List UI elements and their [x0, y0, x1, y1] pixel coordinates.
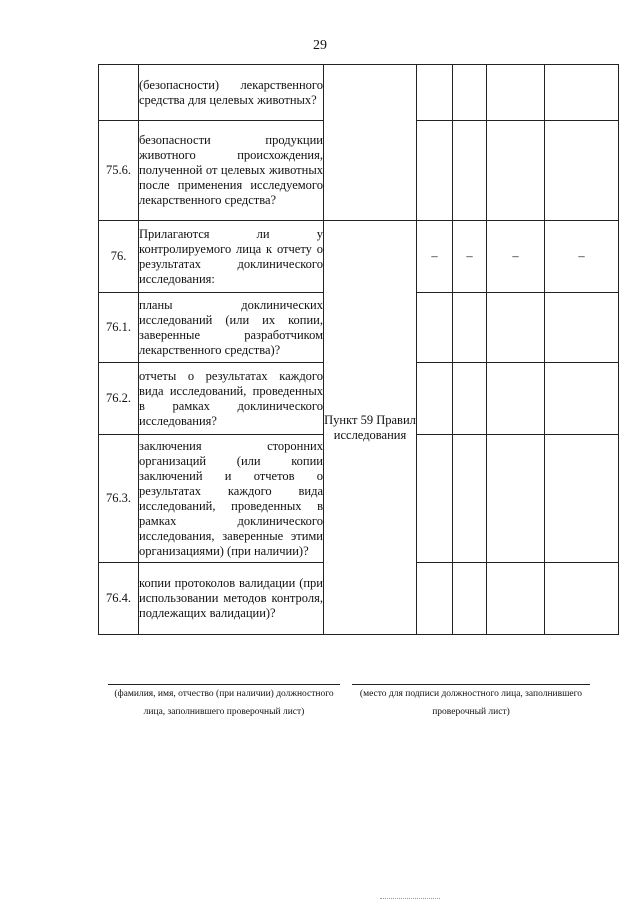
answer-dash: – [487, 221, 545, 293]
row-number: 76.2. [99, 363, 139, 435]
answer-cell [417, 293, 453, 363]
answer-cell [417, 121, 453, 221]
reference-cell-empty [324, 65, 417, 221]
answer-cell [545, 65, 619, 121]
answer-cell [487, 563, 545, 635]
row-number: 75.6. [99, 121, 139, 221]
answer-cell [545, 121, 619, 221]
row-number: 76.4. [99, 563, 139, 635]
answer-cell [545, 435, 619, 563]
answer-cell [545, 563, 619, 635]
checklist-table [98, 64, 619, 635]
page-number: 29 [313, 38, 327, 53]
question-text: Прилагаются ли у контролируемого лица к отчету о результатах доклинического исследования: [139, 221, 324, 293]
signature-block-sign [352, 684, 590, 721]
answer-dash: – [545, 221, 619, 293]
answer-cell [545, 363, 619, 435]
answer-dash: – [453, 221, 487, 293]
answer-cell [487, 435, 545, 563]
table-row [99, 65, 619, 121]
answer-cell [487, 293, 545, 363]
answer-cell [453, 121, 487, 221]
row-number: 76. [99, 221, 139, 293]
signature-caption-name: (фамилия, имя, отчество (при наличии) должностного лица, заполнившего проверочный лист) [114, 689, 334, 717]
answer-cell [487, 121, 545, 221]
answer-cell [417, 65, 453, 121]
reference-cell: Пункт 59 Правил исследования [324, 221, 417, 635]
answer-cell [453, 293, 487, 363]
answer-cell [453, 435, 487, 563]
answer-cell [545, 293, 619, 363]
question-text: копии протоколов валидации (при использовании методов контроля, подлежащих валидации)? [139, 563, 324, 635]
question-text: заключения сторонних организаций (или копии заключений и отчетов о результатах каждого вида исследований, проведенных в рамках доклинического исследования, заверенные этими организациями) (при наличии)? [139, 435, 324, 563]
answer-cell [453, 363, 487, 435]
answer-cell [453, 65, 487, 121]
answer-dash: – [417, 221, 453, 293]
answer-cell [453, 563, 487, 635]
answer-cell [487, 363, 545, 435]
row-number [99, 65, 139, 121]
answer-cell [417, 363, 453, 435]
signature-caption-sign: (место для подписи должностного лица, заполнившего проверочный лист) [359, 689, 583, 717]
answer-cell [417, 435, 453, 563]
row-number: 76.1. [99, 293, 139, 363]
question-text: отчеты о результатах каждого вида исследований, проведенных в рамках доклинического исследования? [139, 363, 324, 435]
answer-cell [487, 65, 545, 121]
signature-block-name [108, 684, 340, 721]
question-text: (безопасности) лекарственного средства для целевых животных? [139, 65, 324, 121]
table-row [99, 221, 619, 293]
question-text: планы доклинических исследований (или их копии, заверенные разработчиком лекарственного средства)? [139, 293, 324, 363]
scan-artifact [380, 898, 440, 899]
answer-cell [417, 563, 453, 635]
row-number: 76.3. [99, 435, 139, 563]
question-text: безопасности продукции животного происхождения, полученной от целевых животных после применения исследуемого лекарственного средства? [139, 121, 324, 221]
